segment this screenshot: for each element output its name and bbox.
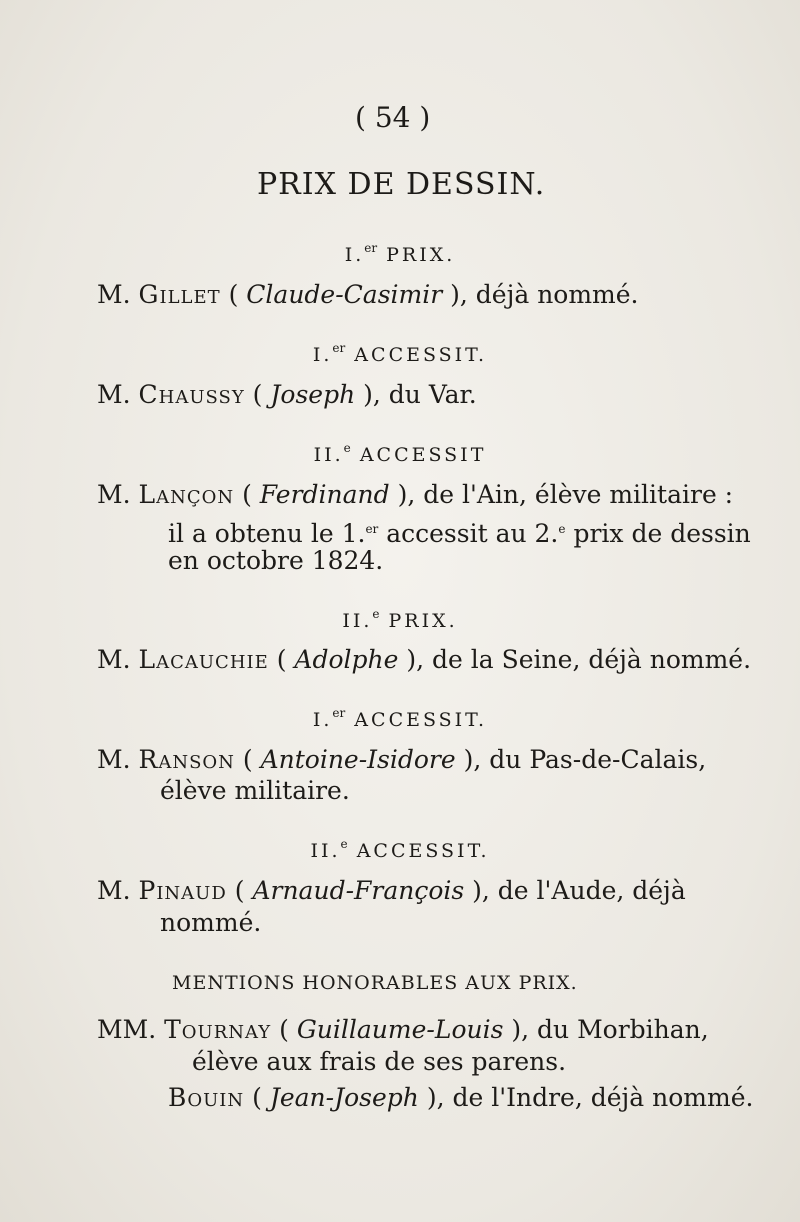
entry-line: M. Lançon ( Ferdinand ), de l'Ain, élève militaire : <box>97 480 734 509</box>
mention-line: MM. Tournay ( Guillaume-Louis ), du Morbihan, <box>97 1015 709 1044</box>
entry-line: M. Pinaud ( Arnaud-François ), de l'Aude, déjà <box>97 876 686 905</box>
section-heading: II.$^e$ ACCESSIT <box>313 441 487 466</box>
section-heading: I.$^{er}$ ACCESSIT. <box>312 341 488 366</box>
section-heading: I.$^{er}$ ACCESSIT. <box>312 706 488 731</box>
section-heading: II.$^e$ PRIX. <box>342 607 458 632</box>
entry-line: M. Lacauchie ( Adolphe ), de la Seine, déjà nommé. <box>97 645 752 674</box>
entry-line: M. Ranson ( Antoine-Isidore ), du Pas-de-Calais, <box>97 745 707 774</box>
entry-continuation: il a obtenu le 1.$^{er}$ accessit au 2.$^e$ prix de dessin <box>168 519 751 548</box>
entry-line: M. Chaussy ( Joseph ), du Var. <box>97 380 477 409</box>
mention-continuation: élève aux frais de ses parens. <box>192 1047 567 1076</box>
entry-line: M. Gillet ( Claude-Casimir ), déjà nommé. <box>97 280 639 309</box>
mention-line: Bouin ( Jean-Joseph ), de l'Indre, déjà nommé. <box>168 1083 754 1112</box>
page-title: PRIX DE DESSIN. <box>257 167 546 202</box>
entry-continuation: nommé. <box>160 908 262 937</box>
mentions-heading: MENTIONS HONORABLES AUX PRIX. <box>172 972 578 994</box>
section-heading: II.$^e$ ACCESSIT. <box>310 837 490 862</box>
page-number: ( 54 ) <box>355 101 431 134</box>
entry-continuation: élève militaire. <box>160 776 350 805</box>
entry-continuation: en octobre 1824. <box>168 546 384 575</box>
section-heading: I.$^{er}$ PRIX. <box>344 241 456 266</box>
